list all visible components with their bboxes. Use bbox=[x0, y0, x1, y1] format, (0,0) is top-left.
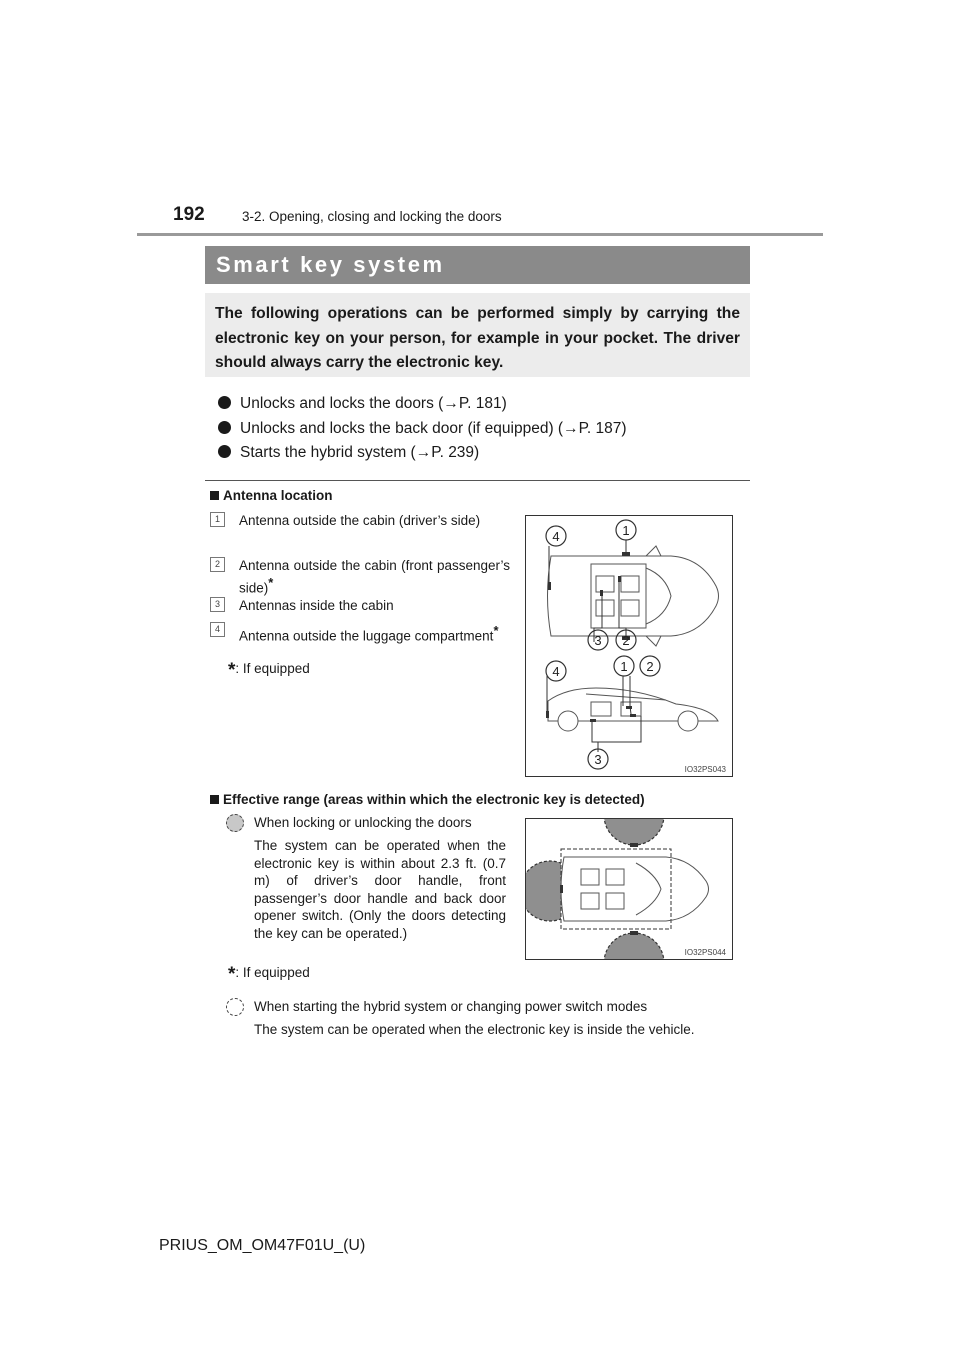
number-icon: 3 bbox=[210, 597, 225, 612]
locking-title: When locking or unlocking the doors bbox=[254, 815, 472, 830]
bullet-dot-icon bbox=[218, 445, 231, 458]
arrow-icon: → bbox=[415, 444, 432, 461]
antenna-item-1: 1 Antenna outside the cabin (driver’s side) bbox=[210, 512, 510, 529]
svg-text:4: 4 bbox=[552, 664, 560, 679]
starting-text: The system can be operated when the electronic key is inside the vehicle. bbox=[254, 1022, 695, 1037]
footer-code: PRIUS_OM_OM47F01U_(U) bbox=[159, 1237, 366, 1254]
antenna-item-3: 3 Antennas inside the cabin bbox=[210, 597, 510, 614]
bullet-item: Starts the hybrid system (→P. 239) bbox=[218, 444, 479, 462]
antenna-item-4: 4 Antenna outside the luggage compartment* bbox=[210, 622, 510, 645]
page-reference[interactable]: P. 187) bbox=[578, 420, 627, 437]
number-icon: 4 bbox=[210, 622, 225, 637]
antenna-location-figure bbox=[525, 515, 733, 777]
number-icon: 1 bbox=[210, 512, 225, 527]
range-heading: Effective range (areas within which the electronic key is detected) bbox=[210, 792, 645, 807]
square-bullet-icon bbox=[210, 491, 219, 500]
antenna-footnote: *: If equipped bbox=[228, 660, 310, 681]
page-reference[interactable]: P. 239) bbox=[431, 444, 480, 461]
effective-range-figure bbox=[525, 818, 733, 960]
bullet-dot-icon bbox=[218, 396, 231, 409]
bullet-item: Unlocks and locks the back door (if equipped) (→P. 187) bbox=[218, 420, 627, 438]
chapter-title: 3-2. Opening, closing and locking the doors bbox=[242, 209, 502, 224]
svg-text:3: 3 bbox=[594, 633, 602, 648]
svg-text:1: 1 bbox=[622, 523, 630, 538]
bullet-item: Unlocks and locks the doors (→P. 181) bbox=[218, 395, 507, 413]
page-reference[interactable]: P. 181) bbox=[458, 395, 507, 412]
car-antenna-diagram bbox=[526, 516, 732, 776]
arrow-icon: → bbox=[443, 395, 459, 412]
square-bullet-icon bbox=[210, 795, 219, 804]
svg-text:IO32PS043: IO32PS043 bbox=[684, 765, 726, 774]
antenna-heading: Antenna location bbox=[210, 488, 333, 503]
arrow-icon: → bbox=[563, 420, 579, 437]
section-divider bbox=[205, 480, 750, 481]
intro-text: The following operations can be performed simply by carrying the electronic key on your person, for example in your pocket. The driver should always carry the electronic key. bbox=[215, 305, 740, 371]
range-footnote: *: If equipped bbox=[228, 964, 310, 985]
svg-text:1: 1 bbox=[620, 659, 628, 674]
svg-text:2: 2 bbox=[646, 659, 654, 674]
section-title-bar bbox=[205, 246, 750, 284]
number-icon: 2 bbox=[210, 557, 225, 572]
asterisk-mark: * bbox=[268, 575, 274, 590]
bullet-dot-icon bbox=[218, 421, 231, 434]
page-number: 192 bbox=[173, 204, 205, 225]
range-shaded-icon bbox=[226, 814, 244, 832]
range-cabin-icon bbox=[226, 998, 244, 1016]
car-range-diagram bbox=[526, 819, 732, 959]
svg-text:2: 2 bbox=[622, 633, 630, 648]
intro-box bbox=[205, 293, 750, 377]
svg-text:3: 3 bbox=[594, 752, 602, 767]
asterisk-mark: * bbox=[493, 623, 499, 638]
starting-title: When starting the hybrid system or changing power switch modes bbox=[254, 999, 648, 1014]
locking-text: The system can be operated when the electronic key is within about 2.3 ft. (0.7 m) of driver’s door handle, front passenger’s door handle and back door opener switch. (Only the doors detecting the key can be operated.) bbox=[254, 838, 506, 941]
section-title: Smart key system bbox=[216, 252, 445, 277]
svg-text:IO32PS044: IO32PS044 bbox=[684, 948, 726, 957]
antenna-item-2: 2 Antenna outside the cabin (front passenger’s side)* bbox=[210, 557, 510, 597]
svg-text:4: 4 bbox=[552, 529, 560, 544]
header-rule bbox=[137, 233, 823, 236]
